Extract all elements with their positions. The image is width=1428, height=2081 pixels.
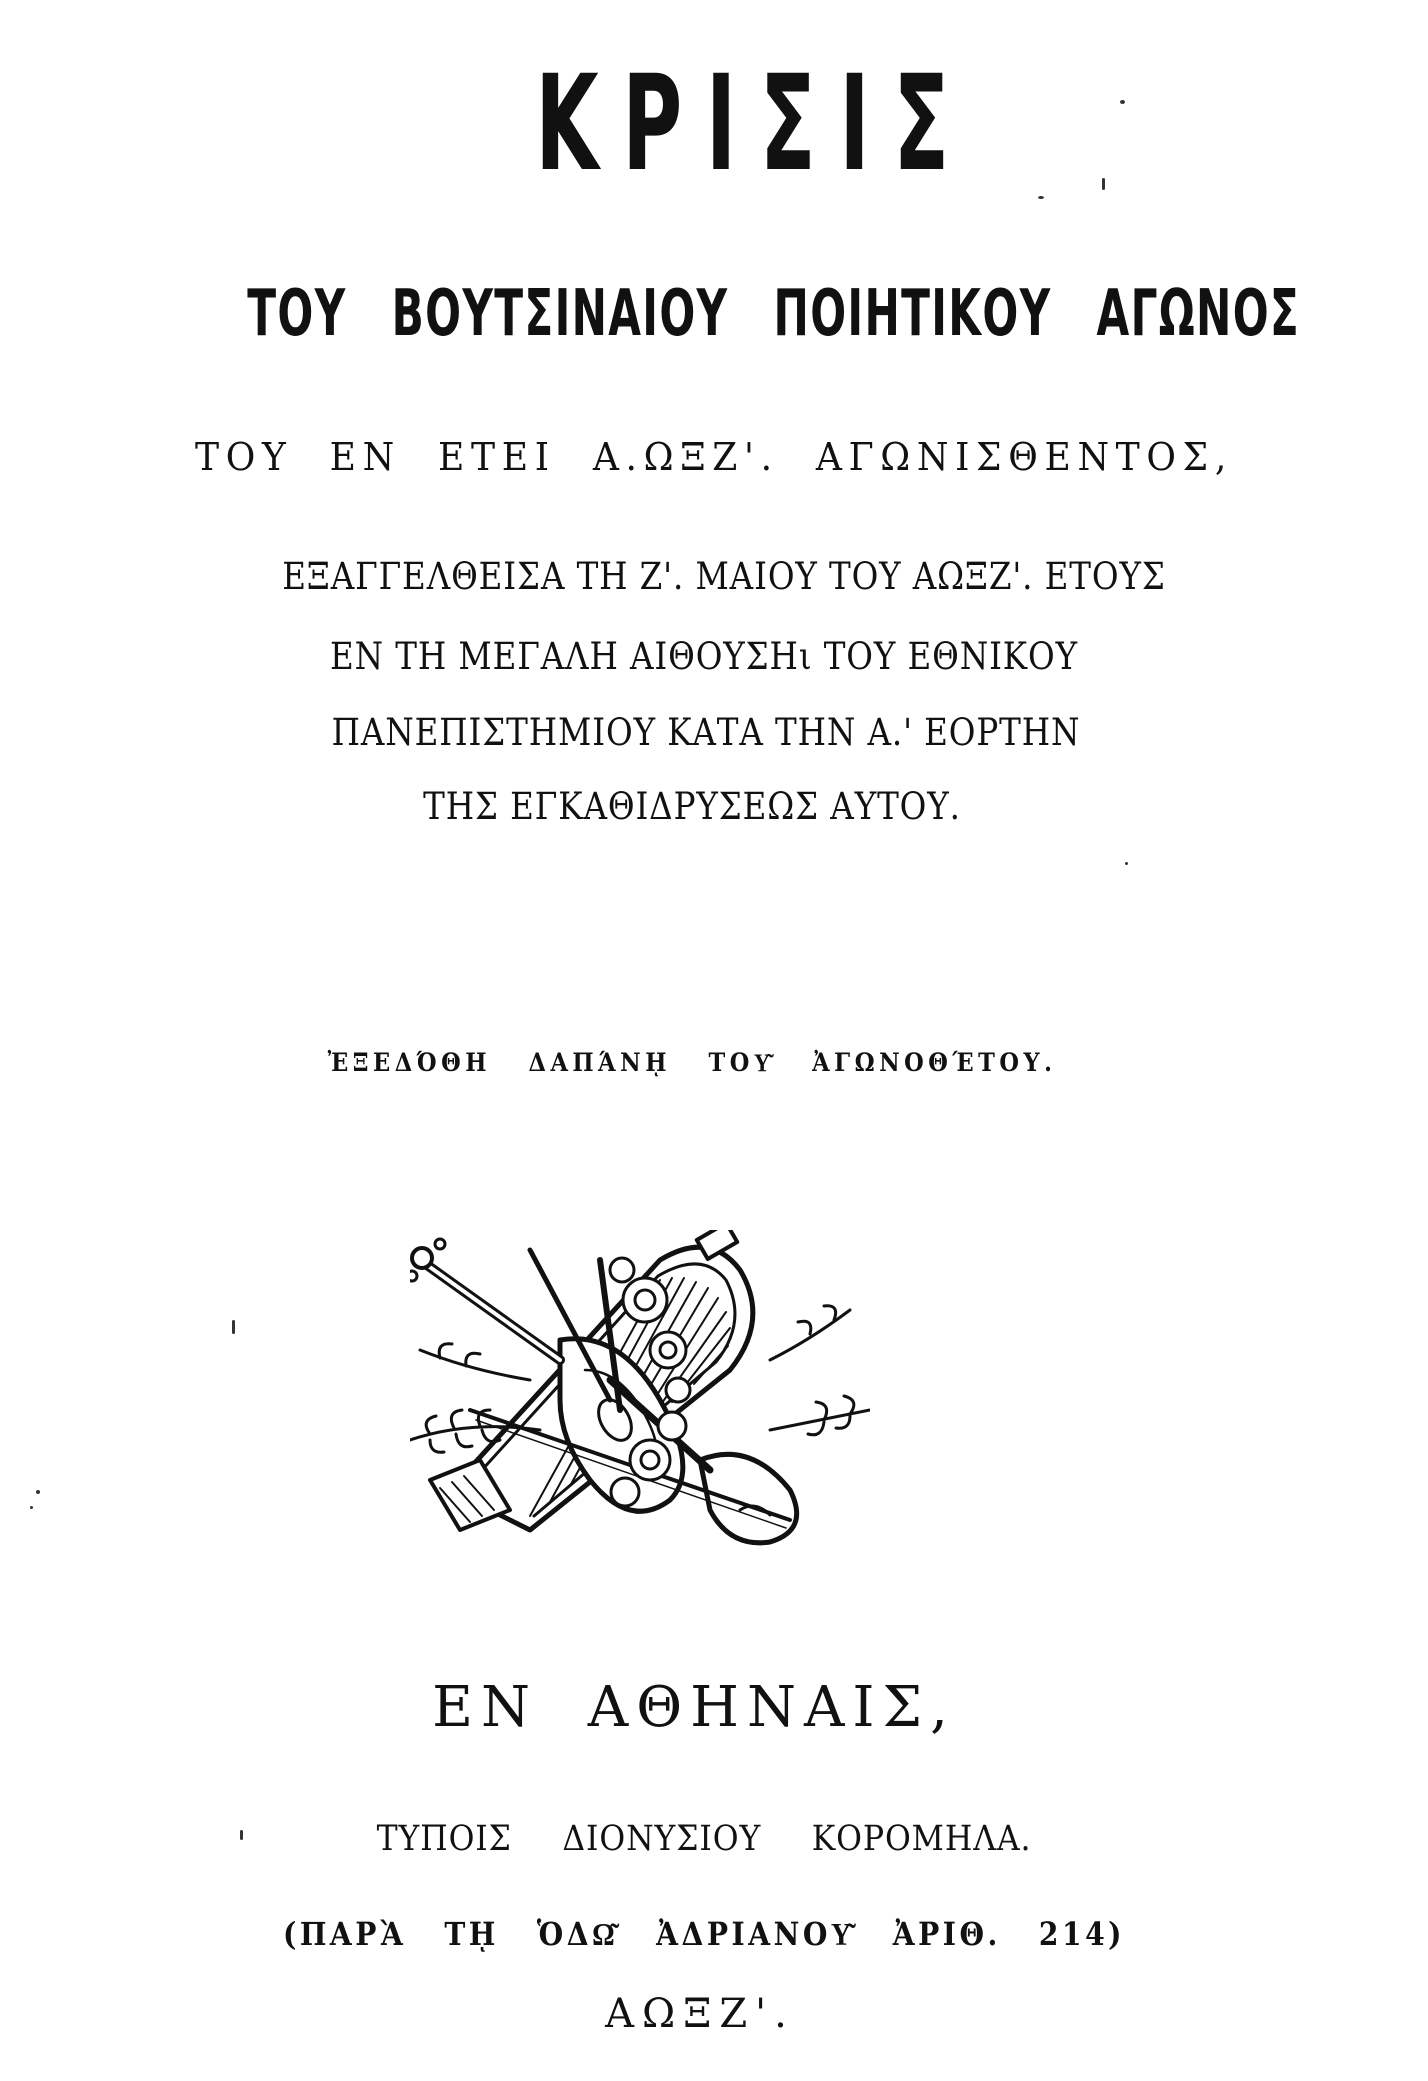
print-speck bbox=[1038, 196, 1044, 199]
contest-word: ΑΓΩΝΙΣΘΕΝΤΟΣ, bbox=[815, 435, 1233, 479]
subtitle-word: ΒΟΥΤΣΙΝΑΙΟΥ bbox=[391, 277, 729, 351]
contest-word: Α.ΩΞΖ'. bbox=[592, 435, 779, 479]
page-title: ΚΡΙΣΙΣ bbox=[535, 47, 973, 201]
printer-line bbox=[61, 1819, 1346, 1859]
address-word: ἈΡΙΘ. bbox=[892, 1915, 1001, 1953]
subtitle-word: ΑΓΩΝΟΣ bbox=[1096, 277, 1301, 351]
print-speck bbox=[240, 1830, 243, 1840]
address-word: ὉΔΩ͂ bbox=[536, 1915, 619, 1953]
place-word: ΕΝ bbox=[432, 1675, 538, 1740]
printer-word: ΔΙΟΝΥΣΙΟΥ bbox=[562, 1819, 762, 1859]
address-word: (ΠΑΡᾺ bbox=[282, 1915, 407, 1953]
place-word: ΑΘΗΝΑΙΣ, bbox=[587, 1675, 956, 1740]
print-speck bbox=[30, 1506, 33, 1509]
place-of-publication bbox=[0, 1675, 1408, 1740]
publisher-note-word: ΤΟΥ͂ bbox=[708, 1048, 775, 1077]
printer-address bbox=[76, 1915, 1333, 1953]
contest-line bbox=[36, 435, 1393, 479]
contest-word: ΕΤΕΙ bbox=[438, 435, 556, 479]
announcement-line: ΕΝ ΤΗ ΜΕΓΑΛΗ ΑΙΘΟΥΣΗι ΤΟΥ ΕΘΝΙΚΟΥ bbox=[330, 635, 1078, 678]
publisher-note-word: ΔΑΠΆΝῌ bbox=[528, 1048, 671, 1077]
announcement-line: ΤΗΣ ΕΓΚΑΘΙΔΡΥΣΕΩΣ ΑΥΤΟΥ. bbox=[423, 785, 961, 828]
announcement-line: ΠΑΝΕΠΙΣΤΗΜΙΟΥ ΚΑΤΑ ΤΗΝ Α.' ΕΟΡΤΗΝ bbox=[331, 711, 1081, 754]
address-word: Τῌ bbox=[444, 1915, 499, 1953]
subtitle-word: ΤΟΥ bbox=[247, 277, 347, 351]
print-speck bbox=[1102, 178, 1105, 190]
subtitle bbox=[233, 277, 1301, 351]
print-speck bbox=[232, 1320, 235, 1334]
address-word: ἈΔΡΙΑΝΟΥ͂ bbox=[656, 1915, 855, 1953]
publisher-note bbox=[49, 1050, 1334, 1075]
publication-year: ΑΩΞΖ'. bbox=[605, 1991, 795, 2037]
address-word: 214) bbox=[1038, 1915, 1126, 1953]
announcement-line: ΕΞΑΓΓΕΛΘΕΙΣΑ ΤΗ Ζ'. ΜΑΙΟΥ ΤΟΥ ΑΩΞΖ'. ΕΤΟΥΣ bbox=[282, 555, 1166, 598]
printer-word: ΚΟΡΟΜΗΛΑ. bbox=[811, 1819, 1032, 1859]
music-trophy-emblem-icon bbox=[410, 1230, 870, 1550]
contest-word: ΤΟΥ bbox=[195, 435, 293, 479]
print-speck bbox=[1120, 100, 1125, 104]
print-speck bbox=[36, 1490, 40, 1494]
publisher-note-word: ἘΞΕΔΌΘΗ bbox=[327, 1048, 491, 1077]
printer-word: ΤΥΠΟΙΣ bbox=[376, 1819, 512, 1859]
publisher-note-word: ἈΓΩΝΟΘΈΤΟΥ. bbox=[812, 1048, 1057, 1077]
subtitle-word: ΠΟΙΗΤΙΚΟΥ bbox=[773, 277, 1052, 351]
print-speck bbox=[1125, 862, 1128, 865]
contest-word: ΕΝ bbox=[329, 435, 401, 479]
